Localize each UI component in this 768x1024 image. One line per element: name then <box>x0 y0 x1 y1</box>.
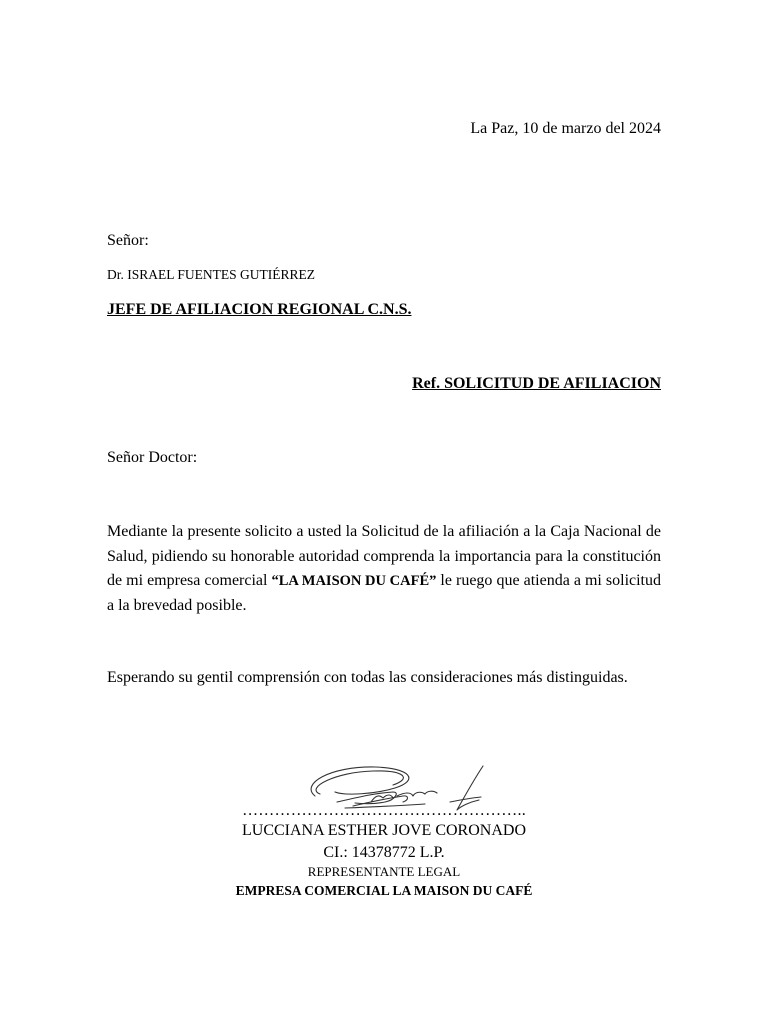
recipient-title: JEFE DE AFILIACION REGIONAL C.N.S. <box>107 301 412 318</box>
letter-date: La Paz, 10 de marzo del 2024 <box>470 120 661 137</box>
body-text-start: Mediante la presente solicito a usted la Solicitud de la afiliación a la Caja Nacional de Salud, pidiendo su honorable autoridad comprenda la importancia para la constitución de mi empresa comercial <box>107 523 661 589</box>
reference-line: Ref. SOLICITUD DE AFILIACION <box>412 375 661 392</box>
company-name-quote: “LA MAISON DU CAFÉ” <box>271 573 437 589</box>
signer-role: REPRESENTANTE LEGAL <box>307 864 461 879</box>
signature-line: …………………………………………….. <box>242 802 526 819</box>
salutation: Señor: <box>107 232 149 249</box>
signer-id-number: CI.: 14378772 L.P. <box>323 844 445 861</box>
closing-paragraph: Esperando su gentil comprensión con todas las consideraciones más distinguidas. <box>107 669 628 686</box>
signer-name: LUCCIANA ESTHER JOVE CORONADO <box>241 822 526 839</box>
body-paragraph <box>107 520 661 618</box>
body-text-end: le ruego que atienda a mi solicitud a la brevedad posible. <box>107 572 662 614</box>
greeting: Señor Doctor: <box>107 449 198 466</box>
signer-company: EMPRESA COMERCIAL LA MAISON DU CAFÉ <box>235 883 533 898</box>
recipient-name: Dr. ISRAEL FUENTES GUTIÉRREZ <box>107 267 315 282</box>
